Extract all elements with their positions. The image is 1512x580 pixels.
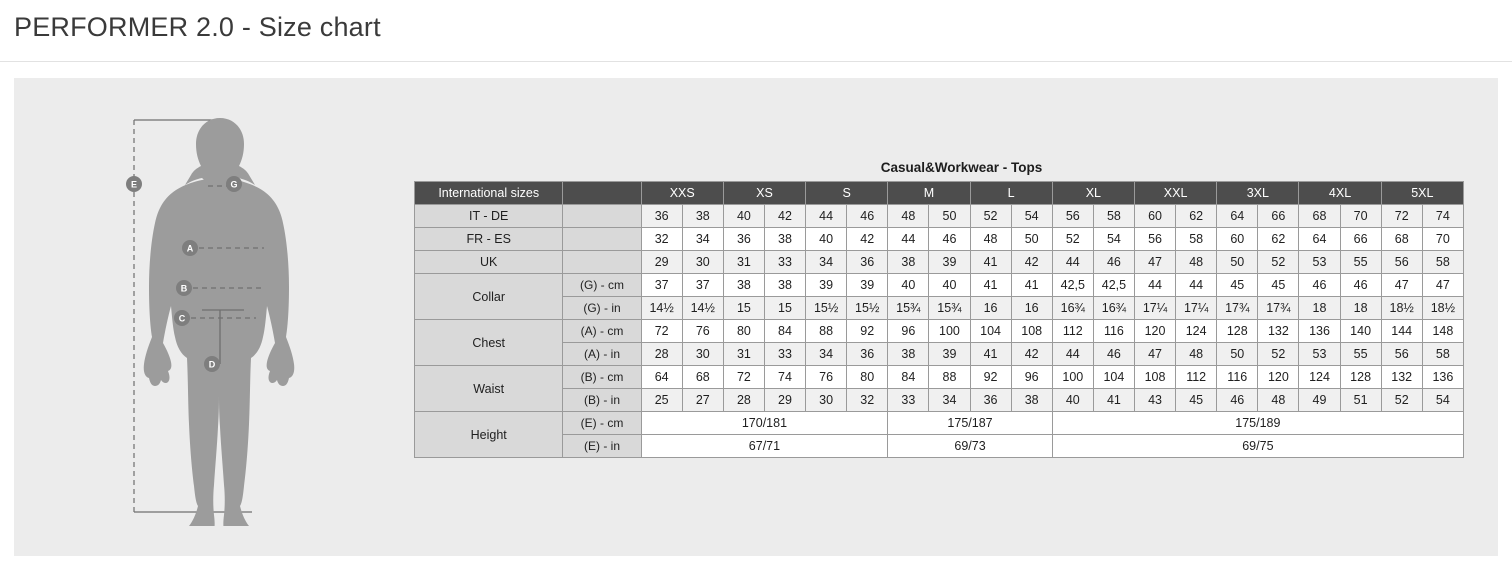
cell: 33 [888, 389, 929, 412]
cell: 92 [847, 320, 888, 343]
cell: 116 [1093, 320, 1134, 343]
cell: 46 [1299, 274, 1340, 297]
header-size-l: L [970, 182, 1052, 205]
cell: 42 [1011, 343, 1052, 366]
header-international-sizes: International sizes [415, 182, 563, 205]
row-label-fr-es: FR - ES [415, 228, 563, 251]
header-size-xxl: XXL [1134, 182, 1216, 205]
cell: 128 [1340, 366, 1381, 389]
table-body [415, 205, 1464, 458]
cell: 47 [1422, 274, 1463, 297]
cell: 55 [1340, 343, 1381, 366]
cell: 25 [641, 389, 682, 412]
cell: 15½ [806, 297, 847, 320]
cell: 68 [1299, 205, 1340, 228]
cell: 17¾ [1217, 297, 1258, 320]
table-row [415, 297, 1464, 320]
cell: 54 [1422, 389, 1463, 412]
cell: 58 [1422, 343, 1463, 366]
cell: 62 [1258, 228, 1299, 251]
cell: 124 [1299, 366, 1340, 389]
cell: 112 [1176, 366, 1217, 389]
body-silhouette-figure [124, 106, 354, 526]
cell: 49 [1299, 389, 1340, 412]
cell: 52 [1381, 389, 1422, 412]
row-label-it-de: IT - DE [415, 205, 563, 228]
cell: 39 [806, 274, 847, 297]
table-row [415, 412, 1464, 435]
cell: 66 [1340, 228, 1381, 251]
cell: 54 [1011, 205, 1052, 228]
cell: 30 [806, 389, 847, 412]
cell: 80 [847, 366, 888, 389]
cell: 41 [970, 251, 1011, 274]
cell: 36 [641, 205, 682, 228]
cell: 43 [1134, 389, 1175, 412]
cell: 92 [970, 366, 1011, 389]
cell: 76 [682, 320, 723, 343]
cell: 36 [970, 389, 1011, 412]
cell: 28 [641, 343, 682, 366]
svg-text:E: E [130, 179, 138, 190]
cell: 50 [1217, 343, 1258, 366]
cell: 140 [1340, 320, 1381, 343]
row-unit-1 [563, 228, 641, 251]
height-group-cell: 175/187 [888, 412, 1052, 435]
cell: 41 [1011, 274, 1052, 297]
cell: 52 [1052, 228, 1093, 251]
table-row [415, 320, 1464, 343]
cell: 58 [1093, 205, 1134, 228]
cell: 14½ [682, 297, 723, 320]
header-size-5xl: 5XL [1381, 182, 1463, 205]
cell: 56 [1381, 343, 1422, 366]
cell: 48 [1176, 343, 1217, 366]
cell: 34 [682, 228, 723, 251]
table-row [415, 435, 1464, 458]
row-unit-6: (A) - in [563, 343, 641, 366]
cell: 18 [1299, 297, 1340, 320]
cell: 38 [888, 343, 929, 366]
cell: 29 [764, 389, 805, 412]
svg-text:A: A [186, 243, 194, 254]
cell: 74 [764, 366, 805, 389]
row-unit-4: (G) - in [563, 297, 641, 320]
cell: 84 [888, 366, 929, 389]
cell: 58 [1422, 251, 1463, 274]
table-row [415, 274, 1464, 297]
height-group-cell: 69/73 [888, 435, 1052, 458]
cell: 40 [888, 274, 929, 297]
cell: 66 [1258, 205, 1299, 228]
height-group-cell: 170/181 [641, 412, 888, 435]
row-unit-3: (G) - cm [563, 274, 641, 297]
cell: 36 [723, 228, 764, 251]
cell: 108 [1134, 366, 1175, 389]
cell: 17¼ [1176, 297, 1217, 320]
cell: 56 [1134, 228, 1175, 251]
cell: 52 [1258, 251, 1299, 274]
cell: 15½ [847, 297, 888, 320]
cell: 34 [929, 389, 970, 412]
cell: 29 [641, 251, 682, 274]
row-label-uk: UK [415, 251, 563, 274]
cell: 31 [723, 251, 764, 274]
cell: 45 [1176, 389, 1217, 412]
cell: 15 [723, 297, 764, 320]
cell: 100 [1052, 366, 1093, 389]
cell: 50 [1011, 228, 1052, 251]
cell: 38 [682, 205, 723, 228]
height-group-cell: 69/75 [1052, 435, 1463, 458]
cell: 60 [1217, 228, 1258, 251]
table-row [415, 228, 1464, 251]
cell: 46 [1340, 274, 1381, 297]
cell: 42,5 [1093, 274, 1134, 297]
svg-text:G: G [230, 179, 238, 190]
height-group-cell: 175/189 [1052, 412, 1463, 435]
row-unit-5: (A) - cm [563, 320, 641, 343]
cell: 104 [1093, 366, 1134, 389]
cell: 48 [888, 205, 929, 228]
header-size-s: S [806, 182, 888, 205]
cell: 62 [1176, 205, 1217, 228]
cell: 45 [1217, 274, 1258, 297]
page-title: PERFORMER 2.0 - Size chart [14, 12, 381, 42]
header-size-3xl: 3XL [1217, 182, 1299, 205]
cell: 33 [764, 251, 805, 274]
row-label-height: Height [415, 412, 563, 458]
cell: 33 [764, 343, 805, 366]
cell: 38 [888, 251, 929, 274]
cell: 52 [1258, 343, 1299, 366]
cell: 74 [1422, 205, 1463, 228]
cell: 68 [1381, 228, 1422, 251]
cell: 84 [764, 320, 805, 343]
cell: 45 [1258, 274, 1299, 297]
svg-text:D: D [208, 359, 216, 370]
row-label-waist: Waist [415, 366, 563, 412]
cell: 132 [1258, 320, 1299, 343]
header-size-xl: XL [1052, 182, 1134, 205]
cell: 38 [1011, 389, 1052, 412]
cell: 47 [1134, 343, 1175, 366]
cell: 88 [929, 366, 970, 389]
cell: 30 [682, 343, 723, 366]
cell: 40 [929, 274, 970, 297]
size-chart-table-block [414, 160, 1469, 458]
cell: 124 [1176, 320, 1217, 343]
cell: 64 [641, 366, 682, 389]
cell: 52 [970, 205, 1011, 228]
cell: 16¾ [1052, 297, 1093, 320]
cell: 16¾ [1093, 297, 1134, 320]
cell: 16 [1011, 297, 1052, 320]
cell: 15¾ [888, 297, 929, 320]
cell: 40 [1052, 389, 1093, 412]
header-size-4xl: 4XL [1299, 182, 1381, 205]
cell: 120 [1258, 366, 1299, 389]
height-group-cell: 67/71 [641, 435, 888, 458]
cell: 17¾ [1258, 297, 1299, 320]
cell: 46 [1093, 251, 1134, 274]
cell: 46 [847, 205, 888, 228]
cell: 48 [970, 228, 1011, 251]
cell: 88 [806, 320, 847, 343]
cell: 47 [1381, 274, 1422, 297]
svg-text:B: B [180, 283, 188, 294]
size-chart-panel [14, 78, 1498, 556]
cell: 72 [1381, 205, 1422, 228]
cell: 16 [970, 297, 1011, 320]
cell: 40 [806, 228, 847, 251]
header-measure-unit [563, 182, 641, 205]
cell: 44 [806, 205, 847, 228]
cell: 51 [1340, 389, 1381, 412]
cell: 41 [970, 343, 1011, 366]
cell: 53 [1299, 251, 1340, 274]
cell: 128 [1217, 320, 1258, 343]
cell: 136 [1422, 366, 1463, 389]
cell: 55 [1340, 251, 1381, 274]
cell: 58 [1176, 228, 1217, 251]
cell: 37 [682, 274, 723, 297]
cell: 18 [1340, 297, 1381, 320]
cell: 116 [1217, 366, 1258, 389]
cell: 37 [641, 274, 682, 297]
cell: 42,5 [1052, 274, 1093, 297]
cell: 64 [1217, 205, 1258, 228]
row-unit-height-1: (E) - in [563, 435, 641, 458]
cell: 38 [723, 274, 764, 297]
cell: 41 [970, 274, 1011, 297]
row-unit-2 [563, 251, 641, 274]
cell: 27 [682, 389, 723, 412]
table-row [415, 389, 1464, 412]
row-label-collar: Collar [415, 274, 563, 320]
header-size-xxs: XXS [641, 182, 723, 205]
size-chart-table [414, 181, 1464, 458]
table-header-row [415, 182, 1464, 205]
cell: 28 [723, 389, 764, 412]
cell: 44 [1052, 343, 1093, 366]
cell: 104 [970, 320, 1011, 343]
page-header [0, 0, 1512, 62]
table-row [415, 343, 1464, 366]
cell: 46 [1217, 389, 1258, 412]
cell: 96 [888, 320, 929, 343]
row-unit-7: (B) - cm [563, 366, 641, 389]
cell: 56 [1381, 251, 1422, 274]
cell: 46 [1093, 343, 1134, 366]
cell: 50 [1217, 251, 1258, 274]
cell: 72 [723, 366, 764, 389]
row-unit-height-0: (E) - cm [563, 412, 641, 435]
cell: 41 [1093, 389, 1134, 412]
svg-text:C: C [178, 313, 186, 324]
row-unit-8: (B) - in [563, 389, 641, 412]
cell: 31 [723, 343, 764, 366]
cell: 46 [929, 228, 970, 251]
table-row [415, 205, 1464, 228]
cell: 38 [764, 274, 805, 297]
cell: 42 [1011, 251, 1052, 274]
cell: 70 [1340, 205, 1381, 228]
cell: 108 [1011, 320, 1052, 343]
cell: 42 [764, 205, 805, 228]
cell: 132 [1381, 366, 1422, 389]
cell: 18½ [1422, 297, 1463, 320]
cell: 100 [929, 320, 970, 343]
cell: 50 [929, 205, 970, 228]
cell: 17¼ [1134, 297, 1175, 320]
table-caption: Casual&Workwear - Tops [880, 160, 1043, 175]
cell: 40 [723, 205, 764, 228]
cell: 48 [1176, 251, 1217, 274]
cell: 48 [1258, 389, 1299, 412]
cell: 72 [641, 320, 682, 343]
cell: 120 [1134, 320, 1175, 343]
cell: 34 [806, 343, 847, 366]
cell: 18½ [1381, 297, 1422, 320]
cell: 70 [1422, 228, 1463, 251]
cell: 96 [1011, 366, 1052, 389]
cell: 39 [929, 343, 970, 366]
cell: 39 [929, 251, 970, 274]
table-head [415, 182, 1464, 205]
cell: 42 [847, 228, 888, 251]
cell: 64 [1299, 228, 1340, 251]
cell: 44 [1134, 274, 1175, 297]
cell: 47 [1134, 251, 1175, 274]
cell: 36 [847, 343, 888, 366]
cell: 34 [806, 251, 847, 274]
cell: 53 [1299, 343, 1340, 366]
cell: 112 [1052, 320, 1093, 343]
cell: 39 [847, 274, 888, 297]
header-size-xs: XS [723, 182, 805, 205]
cell: 148 [1422, 320, 1463, 343]
cell: 54 [1093, 228, 1134, 251]
cell: 15¾ [929, 297, 970, 320]
cell: 15 [764, 297, 805, 320]
cell: 76 [806, 366, 847, 389]
cell: 144 [1381, 320, 1422, 343]
cell: 68 [682, 366, 723, 389]
cell: 36 [847, 251, 888, 274]
cell: 60 [1134, 205, 1175, 228]
row-unit-0 [563, 205, 641, 228]
cell: 80 [723, 320, 764, 343]
cell: 44 [888, 228, 929, 251]
cell: 44 [1176, 274, 1217, 297]
cell: 56 [1052, 205, 1093, 228]
cell: 14½ [641, 297, 682, 320]
cell: 136 [1299, 320, 1340, 343]
cell: 32 [641, 228, 682, 251]
cell: 30 [682, 251, 723, 274]
table-row [415, 366, 1464, 389]
cell: 38 [764, 228, 805, 251]
table-row [415, 251, 1464, 274]
row-label-chest: Chest [415, 320, 563, 366]
header-size-m: M [888, 182, 970, 205]
cell: 32 [847, 389, 888, 412]
cell: 44 [1052, 251, 1093, 274]
